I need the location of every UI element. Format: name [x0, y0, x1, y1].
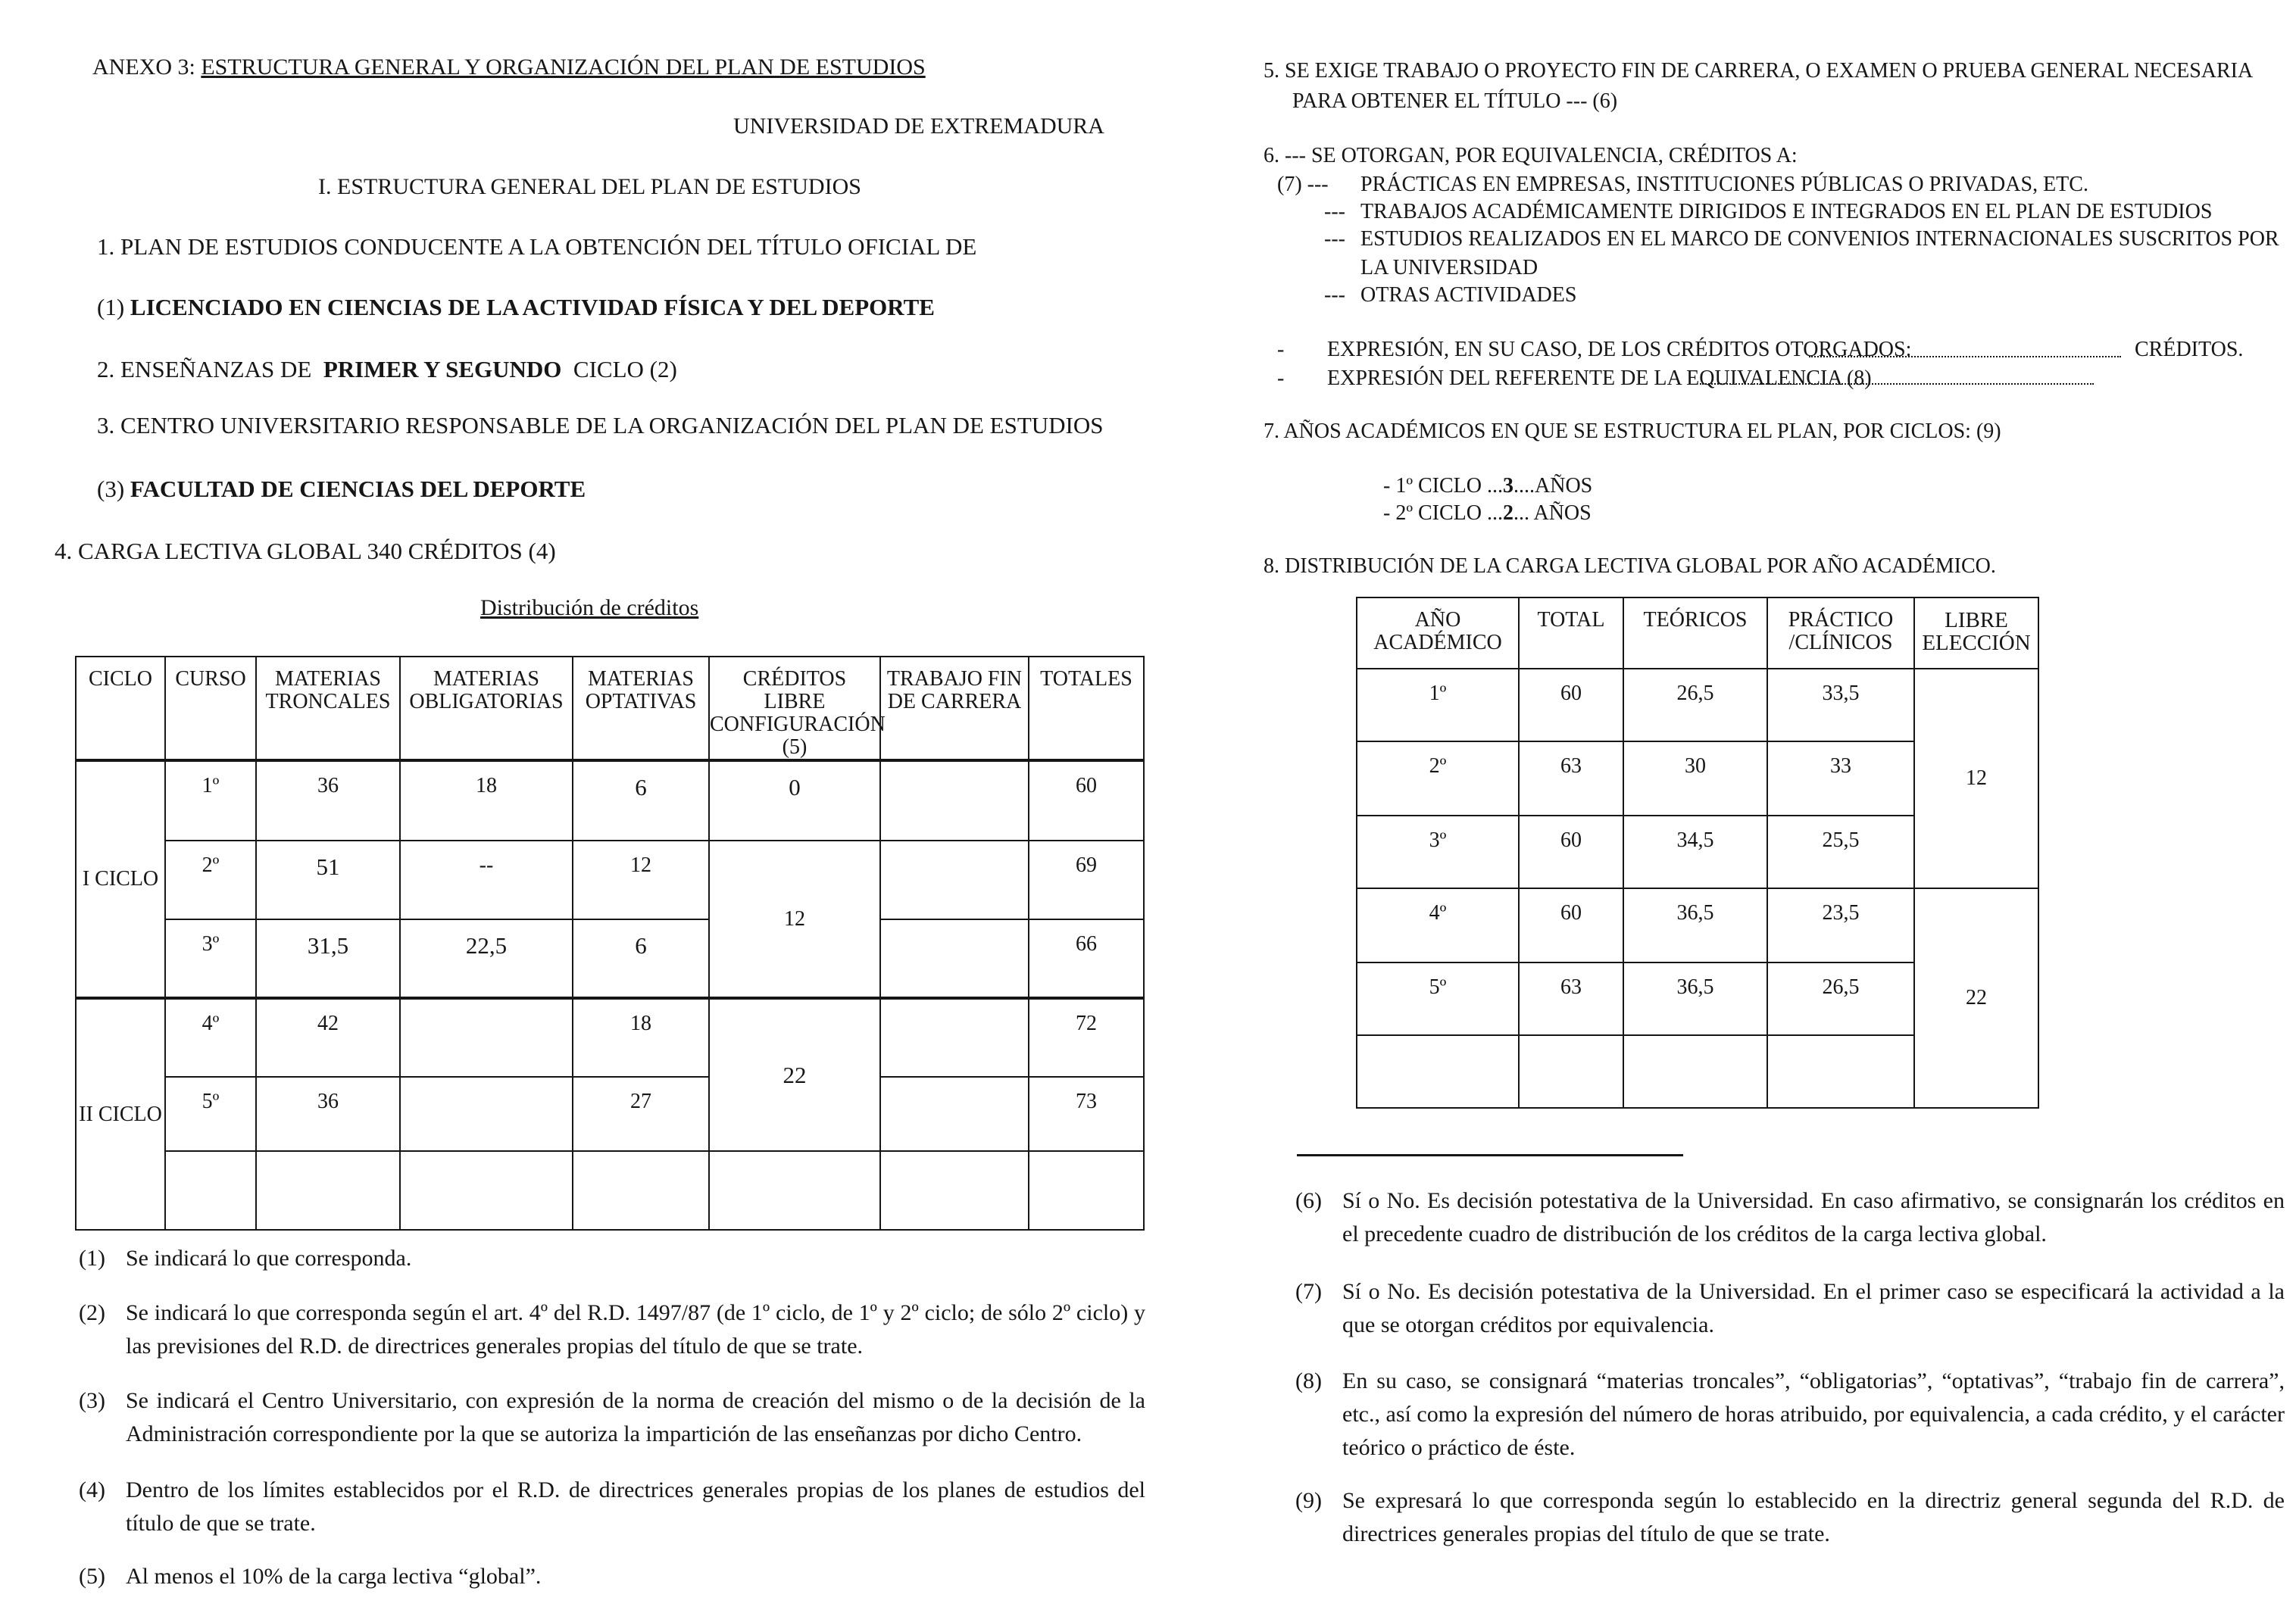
table-row: [76, 841, 1144, 919]
year-cell: 3º: [1357, 816, 1519, 888]
optativas-cell: 6: [573, 760, 709, 841]
cycle-2-years: [1383, 501, 1592, 526]
footnote-text: Dentro de los límites establecidos por el R.D. de directrices generales propias de los planes de estudios del título de que se trate.: [126, 1477, 1145, 1536]
dash-marker: ---: [1324, 283, 1345, 307]
expression-credits: EXPRESIÓN, EN SU CASO, DE LOS CRÉDITOS OTORGADOS:: [1327, 338, 1912, 361]
obligatorias-cell: 18: [400, 760, 573, 841]
footnote-text: Sí o No. Es decisión potestativa de la Universidad. En el primer caso se especificará la actividad a la que se otorgan créditos por equivalencia.: [1342, 1279, 2285, 1337]
total-cell: 63: [1519, 741, 1623, 816]
totales-cell: 73: [1029, 1077, 1144, 1151]
empty-cell: [1767, 1035, 1914, 1108]
teoricos-cell: 30: [1623, 741, 1767, 816]
cycle-2-value: 2: [1503, 501, 1514, 525]
footnote-text: En su caso, se consignará “materias troncales”, “obligatorias”, “optativas”, “trabajo fin de carrera”, etc., así como la expresión del número de horas atribuido, por equivalencia, a cada crédito, y el carácter teórico o práctico de éste.: [1342, 1368, 2285, 1460]
centre-line: [97, 476, 586, 503]
practicos-cell: 26,5: [1767, 962, 1914, 1035]
year-cell: 5º: [1357, 962, 1519, 1035]
table-caption: Distribución de créditos: [480, 595, 699, 620]
curso-cell: 4º: [165, 998, 256, 1077]
equivalence-item-4: OTRAS ACTIVIDADES: [1360, 283, 1577, 307]
footnote-text: Se expresará lo que corresponda según lo establecido en la directriz general segunda del R.D. de directrices generales propias del título de que se trate.: [1342, 1488, 2285, 1546]
annex-title: ESTRUCTURA GENERAL Y ORGANIZACIÓN DEL PLAN DE ESTUDIOS: [201, 55, 926, 80]
troncales-cell: 42: [256, 998, 400, 1077]
expression-credits-unit: CRÉDITOS.: [2135, 338, 2244, 361]
libre-group-1: 12: [1914, 669, 2038, 888]
troncales-cell: 36: [256, 760, 400, 841]
dash-marker: ---: [1324, 227, 1345, 251]
curso-cell: 2º: [165, 841, 256, 919]
cycle-1-value: 3: [1503, 474, 1514, 498]
empty-cell: [165, 1151, 256, 1230]
dash-marker: ---: [1324, 200, 1345, 223]
table-row: [76, 1077, 1144, 1151]
libre-cycle-2-merged: 22: [709, 998, 880, 1151]
header-curso: CURSO: [165, 657, 256, 760]
empty-cell: [1519, 1035, 1623, 1108]
degree-footnote-ref: (1): [97, 294, 125, 320]
footnote-number: (3): [79, 1388, 105, 1413]
libre-cell: 0: [709, 760, 880, 841]
footnote-4: [79, 1474, 1145, 1540]
footnote-5: [79, 1560, 1145, 1593]
equivalence-item-1: PRÁCTICAS EN EMPRESAS, INSTITUCIONES PÚBLICAS O PRIVADAS, ETC.: [1360, 173, 2088, 196]
footnote-2: [79, 1296, 1145, 1363]
footnote-number: (5): [79, 1564, 105, 1589]
footnote-number: (1): [79, 1246, 105, 1271]
cycle-1-suffix: ....AÑOS: [1513, 474, 1593, 498]
header-total: TOTAL: [1519, 597, 1623, 669]
teoricos-cell: 36,5: [1623, 962, 1767, 1035]
optativas-cell: 12: [573, 841, 709, 919]
curso-cell: 3º: [165, 919, 256, 998]
troncales-cell: 51: [256, 841, 400, 919]
table-row: [1357, 888, 2038, 962]
header-obligatorias: MATERIAS OBLIGATORIAS: [400, 657, 573, 760]
footnote-number: (4): [79, 1477, 105, 1502]
cycle-1-prefix: - 1º CICLO ...: [1383, 474, 1504, 498]
libre-cycle-1-merged: 12: [709, 841, 880, 998]
trabajo-cell: [880, 919, 1029, 998]
troncales-cell: 36: [256, 1077, 400, 1151]
empty-cell: [1357, 1035, 1519, 1108]
footnote-number: (2): [79, 1300, 105, 1325]
section-title: I. ESTRUCTURA GENERAL DEL PLAN DE ESTUDIOS: [318, 174, 861, 199]
item-8-text: 8. DISTRIBUCIÓN DE LA CARGA LECTIVA GLOBAL POR AÑO ACADÉMICO.: [1264, 554, 1996, 578]
table-row: [1357, 669, 2038, 741]
item-2-suffix: CICLO (2): [573, 356, 677, 382]
footnote-text: Se indicará lo que corresponda.: [126, 1246, 412, 1271]
total-cell: 60: [1519, 888, 1623, 962]
expression-equivalence: EXPRESIÓN DEL REFERENTE DE LA EQUIVALENCIA (8): [1327, 367, 1872, 390]
table-row: [76, 998, 1144, 1077]
teoricos-cell: 36,5: [1623, 888, 1767, 962]
annex-prefix: ANEXO 3:: [92, 55, 195, 80]
footnote-8: [1295, 1365, 2285, 1465]
header-teoricos: TEÓRICOS: [1623, 597, 1767, 669]
year-cell: 2º: [1357, 741, 1519, 816]
table-row-empty: [76, 1151, 1144, 1230]
footnote-separator: [1297, 1154, 1683, 1156]
credits-table: [75, 656, 1145, 1231]
header-optativas: MATERIAS OPTATIVAS: [573, 657, 709, 760]
cycle-1-years: [1383, 474, 1592, 498]
equivalence-item-3: ESTUDIOS REALIZADOS EN EL MARCO DE CONVENIOS INTERNACIONALES SUSCRITOS POR: [1360, 227, 2279, 251]
year-cell: 4º: [1357, 888, 1519, 962]
equivalence-item-2: TRABAJOS ACADÉMICAMENTE DIRIGIDOS E INTEGRADOS EN EL PLAN DE ESTUDIOS: [1360, 200, 2213, 223]
header-trabajo-fin: TRABAJO FIN DE CARRERA: [880, 657, 1029, 760]
year-header-row: [1357, 597, 2038, 669]
footnote-number: (8): [1295, 1368, 1322, 1393]
trabajo-cell: [880, 998, 1029, 1077]
footnote-6: [1295, 1184, 2285, 1251]
item-3-text: 3. CENTRO UNIVERSITARIO RESPONSABLE DE LA ORGANIZACIÓN DEL PLAN DE ESTUDIOS: [97, 412, 1104, 438]
item-5-line-1: 5. SE EXIGE TRABAJO O PROYECTO FIN DE CARRERA, O EXAMEN O PRUEBA GENERAL NECESARIA: [1264, 59, 2254, 83]
item-7-text: 7. AÑOS ACADÉMICOS EN QUE SE ESTRUCTURA EL PLAN, POR CICLOS: (9): [1264, 420, 2001, 443]
university-name: UNIVERSIDAD DE EXTREMADURA: [733, 114, 1104, 139]
header-ciclo: CICLO: [76, 657, 165, 760]
empty-cell: [709, 1151, 880, 1230]
footnote-number: (6): [1295, 1188, 1322, 1213]
empty-cell: [1029, 1151, 1144, 1230]
practicos-cell: 23,5: [1767, 888, 1914, 962]
header-troncales: MATERIAS TRONCALES: [256, 657, 400, 760]
year-distribution-table: [1356, 597, 2039, 1109]
item-2-text: [97, 356, 677, 383]
degree-name: LICENCIADO EN CIENCIAS DE LA ACTIVIDAD FÍSICA Y DEL DEPORTE: [130, 294, 935, 320]
footnote-number: (7): [1295, 1279, 1322, 1304]
footnote-number: (9): [1295, 1488, 1322, 1513]
totales-cell: 72: [1029, 998, 1144, 1077]
header-libre-configuracion: CRÉDITOS LIBRE CONFIGURACIÓN (5): [709, 657, 880, 760]
total-cell: 63: [1519, 962, 1623, 1035]
degree-line: [97, 294, 935, 321]
obligatorias-cell: 22,5: [400, 919, 573, 998]
item-6-footnote-ref: (7) ---: [1277, 173, 1329, 196]
credits-header-row: [76, 657, 1144, 760]
trabajo-cell: [880, 760, 1029, 841]
practicos-cell: 33,5: [1767, 669, 1914, 741]
footnote-3: [79, 1384, 1145, 1451]
optativas-cell: 6: [573, 919, 709, 998]
curso-cell: 1º: [165, 760, 256, 841]
cycle-1-label: I CICLO: [76, 760, 165, 998]
curso-cell: 5º: [165, 1077, 256, 1151]
total-cell: 60: [1519, 816, 1623, 888]
footnote-text: Se indicará el Centro Universitario, con expresión de la norma de creación del mismo o de la decisión de la Administración correspondiente por la que se autoriza la impartición de las enseñanzas por dicho Centro.: [126, 1388, 1145, 1446]
teoricos-cell: 34,5: [1623, 816, 1767, 888]
obligatorias-cell: [400, 1077, 573, 1151]
trabajo-cell: [880, 1077, 1029, 1151]
troncales-cell: 31,5: [256, 919, 400, 998]
libre-group-2: 22: [1914, 888, 2038, 1108]
empty-cell: [1623, 1035, 1767, 1108]
optativas-cell: 27: [573, 1077, 709, 1151]
item-4-text: 4. CARGA LECTIVA GLOBAL 340 CRÉDITOS (4): [55, 538, 556, 564]
footnote-9: [1295, 1484, 2285, 1551]
footnote-7: [1295, 1275, 2285, 1342]
annex-heading: [92, 55, 926, 80]
empty-cell: [573, 1151, 709, 1230]
year-cell: 1º: [1357, 669, 1519, 741]
item-2-prefix: 2. ENSEÑANZAS DE: [97, 356, 312, 382]
trabajo-cell: [880, 841, 1029, 919]
equivalence-item-3-cont: LA UNIVERSIDAD: [1360, 256, 1538, 279]
header-practicos: PRÁCTICO /CLÍNICOS: [1767, 597, 1914, 669]
item-5-line-2: PARA OBTENER EL TÍTULO --- (6): [1292, 89, 1618, 113]
totales-cell: 60: [1029, 760, 1144, 841]
equivalence-dotted-leader: [1700, 383, 2094, 385]
practicos-cell: 25,5: [1767, 816, 1914, 888]
empty-cell: [400, 1151, 573, 1230]
header-libre-eleccion: LIBRE ELECCIÓN: [1914, 597, 2038, 669]
footnote-text: Al menos el 10% de la carga lectiva “global”.: [126, 1564, 542, 1589]
centre-name: FACULTAD DE CIENCIAS DEL DEPORTE: [130, 476, 586, 502]
cycle-2-label: II CICLO: [76, 998, 165, 1230]
totales-cell: 66: [1029, 919, 1144, 998]
teoricos-cell: 26,5: [1623, 669, 1767, 741]
item-2-cycles: PRIMER Y SEGUNDO: [323, 356, 562, 382]
header-year: AÑO ACADÉMICO: [1357, 597, 1519, 669]
document-page: ANEXO 3: ESTRUCTURA GENERAL Y ORGANIZACIÓN DEL PLAN DE ESTUDIOS UNIVERSIDAD DE EXTREMADURA I. ESTRUCTURA GENERAL DEL PLAN DE ESTUDIOS 1. PLAN DE ESTUDIOS CONDUCENTE A LA OBTENCIÓN DEL TÍTULO OFICIAL DE (1) LICENCIADO EN CIENCIAS DE LA ACTIVIDAD FÍSICA Y DEL DEPORTE 2. ENSEÑANZAS DE PRIMER Y SEGUNDO CICLO (2) 3. CENTRO UNIVERSITARIO RESPONSABLE DE LA ORGANIZACIÓN DEL PLAN DE ESTUDIOS (3) FACULTAD DE CIENCIAS DEL DEPORTE 4. CARGA LECTIVA GLOBAL 340 CRÉDITOS (4) Distribución de créditos CICLO CURSO MATERIAS TRONCALES MATERIAS OBLIGATORIAS MATERIAS OPTATIVAS CRÉDITOS LIBRE CONFIGURACIÓN (5) TRABAJO FIN DE CARRERA TOTALES I CICLO 1º 36 18 6 0 60 2º 51 -- 12 12 69 3º 31,5 22,5 6 66 II CICLO 4º 42 18 22 72 5º 36 27 73 (1) Se indicará lo que corresponda. (2) Se indicará lo que corresponda según el art. 4º del R.D. 1497/87 (de 1º ciclo, de 1º y 2º ciclo; de sólo 2º ciclo) y las previsiones del R.D. de directrices generales propias del título de que se trate. (3) Se indicará el Centro Universitario, con expresión de la norma de creación del mismo o de la decisión de la Administración correspondiente por la que se autoriza la impartición de las enseñanzas por dicho Centro. (4) Dentro de los límites establecidos por el R.D. de directrices generales propias de los planes de estudios del título de que se trate. (5) Al menos el 10% de la carga lectiva “global”. 5. SE EXIGE TRABAJO O PROYECTO FIN DE CARRERA, O EXAMEN O PRUEBA GENERAL NECESARIA PARA OBTENER EL TÍTULO --- (6) 6. --- SE OTORGAN, POR EQUIVALENCIA, CRÉDITOS A: (7) --- PRÁCTICAS EN EMPRESAS, INSTITUCIONES PÚBLICAS O PRIVADAS, ETC. --- TRABAJOS ACADÉMICAMENTE DIRIGIDOS E INTEGRADOS EN EL PLAN DE ESTUDIOS --- ESTUDIOS REALIZADOS EN EL MARCO DE CONVENIOS INTERNACIONALES SUSCRITOS POR LA UNIVERSIDAD --- OTRAS ACTIVIDADES - EXPRESIÓN, EN SU CASO, DE LOS CRÉDITOS OTORGADOS: CRÉDITOS. - EXPRESIÓN DEL REFERENTE DE LA EQUIVALENCIA (8) 7. AÑOS ACADÉMICOS EN QUE SE ESTRUCTURA EL PLAN, POR CICLOS: (9) - 1º CICLO ...3....AÑOS - 2º CICLO ...2... AÑOS 8. DISTRIBUCIÓN DE LA CARGA LECTIVA GLOBAL POR AÑO ACADÉMICO. AÑO ACADÉMICO TOTAL TEÓRICOS PRÁCTICO /CLÍNICOS LIBRE ELECCIÓN 1º 60 26,5 33,5 12 2º 63 30 33 3º 60 34,5 25,5 4º 60 36,5 23,5 22 5º 63 36,5 26,5 (6) Sí o No. Es decisión potestativa de la Universidad. En caso afirmativo, se consignarán los créditos en el precedente cuadro de distribución de los créditos de la carga lectiva global. (7) Sí o No. Es decisión potestativa de la Universidad. En el primer caso se especificará la actividad a la que se otorgan créditos por equivalencia. (8) En su caso, se consignará “materias troncales”, “obligatorias”, “optativas”, “trabajo fin de carrera”, etc., así como la expresión del número de horas atribuido, por equivalencia, a cada crédito, y el carácter teórico o práctico de éste. (9) Se expresará lo que corresponda según lo establecido en la directriz general segunda del R.D. de directrices generales propias del título de que se trate.: [0, 0, 2296, 1613]
footnote-text: Sí o No. Es decisión potestativa de la Universidad. En caso afirmativo, se consignarán los créditos en el precedente cuadro de distribución de los créditos de la carga lectiva global.: [1342, 1188, 2285, 1246]
empty-cell: [880, 1151, 1029, 1230]
credits-dotted-leader: [1809, 356, 2121, 357]
total-cell: 60: [1519, 669, 1623, 741]
practicos-cell: 33: [1767, 741, 1914, 816]
totales-cell: 69: [1029, 841, 1144, 919]
centre-footnote-ref: (3): [97, 476, 125, 502]
cycle-2-prefix: - 2º CICLO ...: [1383, 501, 1504, 525]
footnote-1: [79, 1242, 1145, 1275]
empty-cell: [256, 1151, 400, 1230]
optativas-cell: 18: [573, 998, 709, 1077]
footnote-text: Se indicará lo que corresponda según el art. 4º del R.D. 1497/87 (de 1º ciclo, de 1º y 2º ciclo; de sólo 2º ciclo) y las previsiones del R.D. de directrices generales propias del título de que se trate.: [126, 1300, 1145, 1359]
table-row: [76, 919, 1144, 998]
obligatorias-cell: --: [400, 841, 573, 919]
table-row: [76, 760, 1144, 841]
item-1-text: 1. PLAN DE ESTUDIOS CONDUCENTE A LA OBTENCIÓN DEL TÍTULO OFICIAL DE: [97, 233, 977, 260]
item-6-heading: 6. --- SE OTORGAN, POR EQUIVALENCIA, CRÉDITOS A:: [1264, 144, 1798, 167]
cycle-2-suffix: ... AÑOS: [1513, 501, 1592, 525]
obligatorias-cell: [400, 998, 573, 1077]
header-totales: TOTALES: [1029, 657, 1144, 760]
